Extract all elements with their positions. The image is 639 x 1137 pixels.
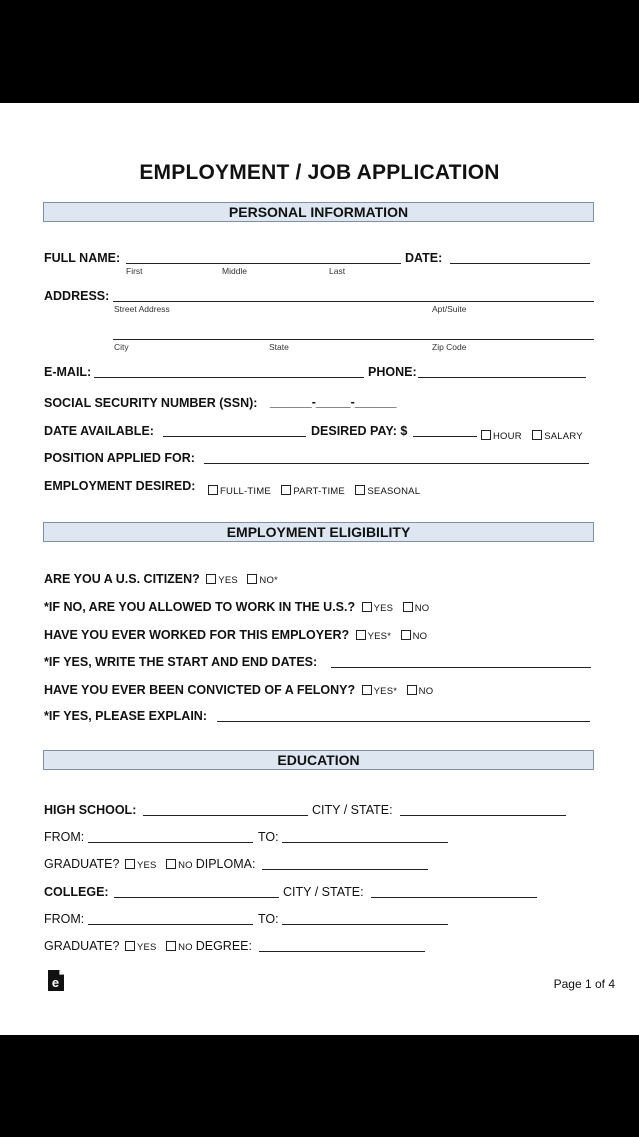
- citizen-no-checkbox[interactable]: [247, 574, 257, 584]
- name-middle-caption: Middle: [222, 266, 248, 276]
- work-authorization-yes-checkbox[interactable]: [362, 602, 372, 612]
- college-graduate-label: GRADUATE?: [44, 939, 120, 953]
- email-label: E-MAIL:: [44, 365, 92, 379]
- work-authorization-question: [44, 600, 435, 614]
- college-graduate-yes-checkbox[interactable]: [125, 941, 135, 951]
- college-from-label: FROM:: [44, 912, 85, 926]
- high-school-city-state-label: CITY / STATE:: [312, 803, 393, 817]
- high-school-city-state-field[interactable]: [400, 815, 566, 816]
- high-school-from-label: FROM:: [44, 830, 85, 844]
- part-time-option-label: PART-TIME: [293, 486, 345, 497]
- section-header-eligibility: EMPLOYMENT ELIGIBILITY: [43, 522, 594, 542]
- city-state-zip-field[interactable]: [113, 339, 594, 340]
- address-label: ADDRESS:: [44, 289, 110, 303]
- college-to-label: TO:: [258, 912, 279, 926]
- hour-checkbox[interactable]: [481, 430, 491, 440]
- felony-yes-label: YES*: [373, 686, 398, 697]
- high-school-graduate-no-checkbox[interactable]: [166, 859, 176, 869]
- salary-checkbox[interactable]: [532, 430, 542, 440]
- salary-option-label: SALARY: [544, 431, 583, 442]
- seasonal-checkbox[interactable]: [355, 485, 365, 495]
- explain-field[interactable]: [217, 721, 590, 722]
- prior-employer-yes-checkbox[interactable]: [356, 630, 366, 640]
- prior-employer-no-checkbox[interactable]: [401, 630, 411, 640]
- section-header-personal: PERSONAL INFORMATION: [43, 202, 594, 222]
- diploma-label: DIPLOMA:: [195, 857, 256, 871]
- explain-label: *IF YES, PLEASE EXPLAIN:: [44, 709, 208, 723]
- college-graduate-no-label: NO: [178, 942, 193, 953]
- full-name-field[interactable]: [126, 263, 401, 264]
- phone-label: PHONE:: [368, 365, 417, 379]
- prior-employer-question: [44, 628, 433, 642]
- apt-caption: Apt/Suite: [432, 304, 467, 314]
- citizen-yes-label: YES: [218, 575, 238, 586]
- prior-employer-no-label: NO: [412, 631, 428, 642]
- citizen-question-text: ARE YOU A U.S. CITIZEN?: [44, 572, 200, 586]
- felony-yes-checkbox[interactable]: [362, 685, 372, 695]
- degree-label: DEGREE:: [195, 939, 252, 953]
- high-school-label: HIGH SCHOOL:: [44, 803, 137, 817]
- high-school-graduate-no-label: NO: [178, 860, 193, 871]
- citizen-question: [44, 572, 284, 586]
- work-authorization-yes-label: YES: [373, 603, 394, 614]
- name-first-caption: First: [126, 266, 143, 276]
- college-label: COLLEGE:: [44, 885, 109, 899]
- zip-caption: Zip Code: [432, 342, 467, 352]
- document-page: [0, 103, 639, 1035]
- start-end-dates-field[interactable]: [331, 667, 591, 668]
- email-field[interactable]: [94, 377, 364, 378]
- logo-letter: e: [51, 975, 60, 990]
- full-time-checkbox[interactable]: [208, 485, 218, 495]
- city-caption: City: [114, 342, 129, 352]
- college-from-field[interactable]: [88, 924, 253, 925]
- high-school-graduate-yes-checkbox[interactable]: [125, 859, 135, 869]
- high-school-to-label: TO:: [258, 830, 279, 844]
- citizen-yes-checkbox[interactable]: [206, 574, 216, 584]
- employment-type-options: [208, 481, 426, 499]
- work-authorization-no-checkbox[interactable]: [403, 602, 413, 612]
- date-available-field[interactable]: [163, 436, 306, 437]
- state-caption: State: [269, 342, 289, 352]
- ssn-label: SOCIAL SECURITY NUMBER (SSN):: [44, 396, 258, 410]
- high-school-graduate-row: [44, 857, 255, 871]
- full-time-option-label: FULL-TIME: [220, 486, 271, 497]
- seasonal-option-label: SEASONAL: [367, 486, 421, 497]
- section-header-education: EDUCATION: [43, 750, 594, 770]
- date-available-label: DATE AVAILABLE:: [44, 424, 154, 438]
- high-school-graduate-yes-label: YES: [136, 860, 157, 871]
- college-graduate-row: [44, 939, 252, 953]
- pay-type-options: [481, 426, 589, 444]
- college-graduate-yes-label: YES: [136, 942, 157, 953]
- diploma-field[interactable]: [262, 869, 428, 870]
- felony-no-checkbox[interactable]: [407, 685, 417, 695]
- street-address-field[interactable]: [113, 301, 594, 302]
- position-label: POSITION APPLIED FOR:: [44, 451, 195, 465]
- date-label: DATE:: [405, 251, 443, 265]
- name-last-caption: Last: [329, 266, 346, 276]
- degree-field[interactable]: [259, 951, 425, 952]
- felony-question-text: HAVE YOU EVER BEEN CONVICTED OF A FELONY?: [44, 683, 356, 697]
- work-authorization-text: *IF NO, ARE YOU ALLOWED TO WORK IN THE U.S.?: [44, 600, 356, 614]
- high-school-from-field[interactable]: [88, 842, 253, 843]
- brand-logo-icon: [48, 970, 64, 991]
- citizen-no-label: NO*: [259, 575, 278, 586]
- position-field[interactable]: [204, 463, 589, 464]
- phone-field[interactable]: [418, 377, 586, 378]
- high-school-to-field[interactable]: [282, 842, 448, 843]
- ssn-field[interactable]: ______-_____-______: [270, 395, 397, 409]
- felony-question: [44, 683, 439, 697]
- desired-pay-field[interactable]: [413, 436, 477, 437]
- street-caption: Street Address: [114, 304, 170, 314]
- desired-pay-label: DESIRED PAY: $: [311, 424, 408, 438]
- hour-option-label: HOUR: [493, 431, 522, 442]
- prior-employer-yes-label: YES*: [367, 631, 392, 642]
- full-name-label: FULL NAME:: [44, 251, 121, 265]
- employment-desired-label: EMPLOYMENT DESIRED:: [44, 479, 196, 493]
- work-authorization-no-label: NO: [414, 603, 430, 614]
- college-field[interactable]: [114, 897, 279, 898]
- college-city-state-label: CITY / STATE:: [283, 885, 364, 899]
- page-number: Page 1 of 4: [553, 977, 615, 991]
- college-to-field[interactable]: [282, 924, 448, 925]
- start-end-dates-label: *IF YES, WRITE THE START AND END DATES:: [44, 655, 318, 669]
- part-time-checkbox[interactable]: [281, 485, 291, 495]
- college-graduate-no-checkbox[interactable]: [166, 941, 176, 951]
- prior-employer-text: HAVE YOU EVER WORKED FOR THIS EMPLOYER?: [44, 628, 350, 642]
- page-title: EMPLOYMENT / JOB APPLICATION: [139, 161, 500, 184]
- high-school-graduate-label: GRADUATE?: [44, 857, 120, 871]
- college-city-state-field[interactable]: [371, 897, 537, 898]
- felony-no-label: NO: [418, 686, 434, 697]
- date-field[interactable]: [450, 263, 590, 264]
- high-school-field[interactable]: [143, 815, 308, 816]
